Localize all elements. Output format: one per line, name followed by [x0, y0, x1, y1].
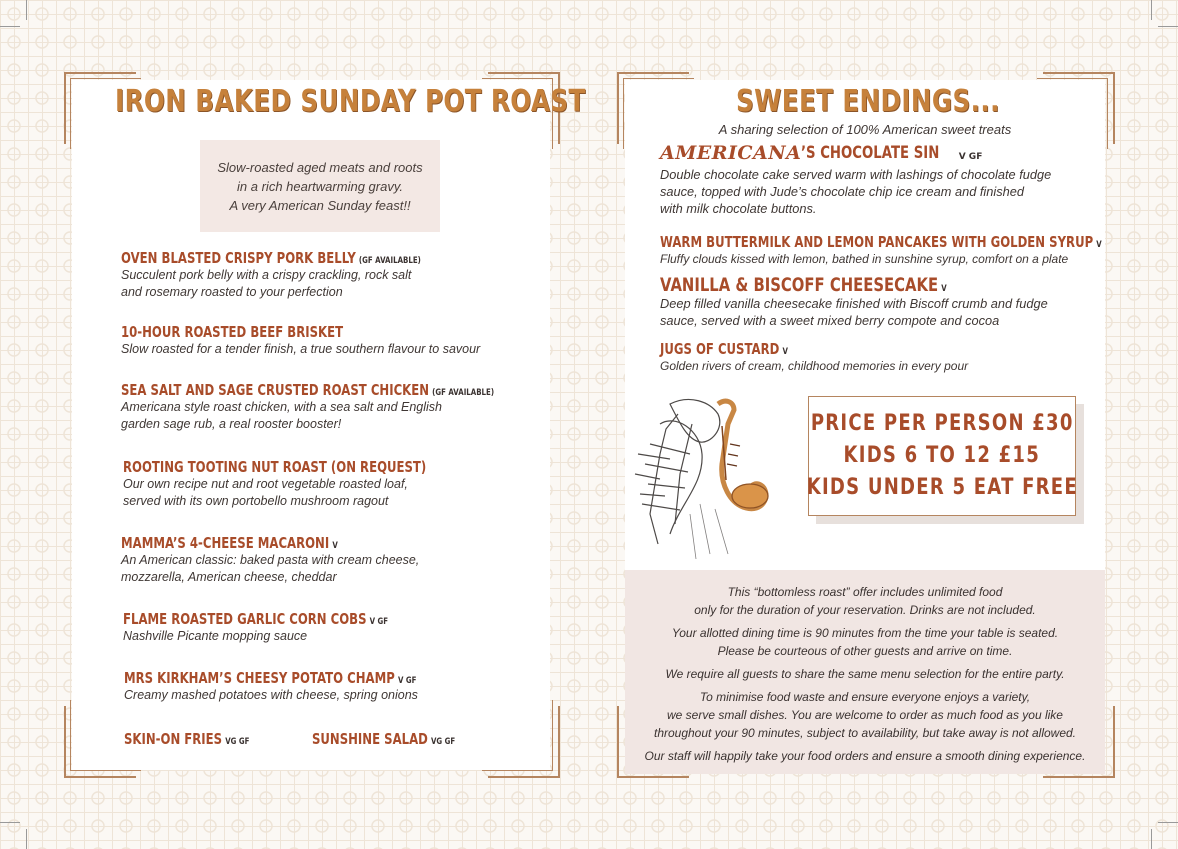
dietary-tag: (GF AVAILABLE) — [358, 256, 421, 266]
item-name: SUNSHINE SALAD VG GF — [312, 730, 456, 748]
dietary-tag: V — [1096, 240, 1102, 250]
item-description: Americana style roast chicken, with a sea salt and English garden sage rub, a real rooster booster! — [121, 400, 442, 431]
item-name: ROOTING TOOTING NUT ROAST (ON REQUEST) — [123, 458, 427, 476]
menu-item — [660, 340, 968, 375]
terms-paragraph: This “bottomless roast” offer includes unlimited food only for the duration of your reservation. Drinks are not included. — [694, 585, 1036, 617]
menu-item — [123, 610, 463, 645]
saxophone-illustration — [630, 384, 780, 564]
item-description: Creamy mashed potatoes with cheese, spring onions — [124, 688, 418, 702]
menu-item — [123, 458, 512, 510]
intro-line: Slow-roasted aged meats and roots — [217, 159, 423, 175]
trim-mark — [1158, 822, 1178, 823]
terms-paragraph: We require all guests to share the same menu selection for the entire party. — [665, 667, 1065, 681]
item-name: 10-HOUR ROASTED BEEF BRISKET — [121, 323, 344, 341]
menu-item — [124, 669, 499, 704]
menu-item — [121, 534, 419, 586]
price-kids: KIDS 6 TO 12 £15 — [843, 443, 1041, 468]
intro-box — [200, 140, 440, 232]
item-name: AMERICANA’S CHOCOLATE SIN V GF — [660, 142, 983, 164]
right-title: SWEET ENDINGS... — [736, 84, 1000, 119]
intro-line: in a rich heartwarming gravy. — [237, 178, 403, 194]
trim-mark — [1151, 829, 1152, 849]
item-description: Our own recipe nut and root vegetable roasted loaf, served with its own portobello mushroom ragout — [123, 477, 408, 508]
menu-item — [121, 323, 480, 358]
terms-paragraph: Your allotted dining time is 90 minutes from the time your table is seated. Please be courteous of other guests and arrive on time. — [671, 626, 1059, 658]
item-description: An American classic: baked pasta with cream cheese, mozzarella, American cheese, cheddar — [121, 553, 420, 584]
left-title: IRON BAKED SUNDAY POT ROAST — [115, 84, 586, 119]
menu-item — [124, 730, 285, 749]
menu-item — [660, 142, 1051, 217]
item-name: SKIN-ON FRIES VG GF — [124, 730, 250, 748]
dietary-tag: V — [941, 284, 947, 294]
dietary-tag: V GF — [397, 676, 417, 686]
price-per-person: PRICE PER PERSON £30 — [810, 411, 1074, 436]
trim-mark — [26, 829, 27, 849]
americana-logo: AMERICANA — [660, 142, 802, 164]
item-name: OVEN BLASTED CRISPY PORK BELLY (GF AVAILABLE) — [121, 249, 421, 267]
trim-mark — [1158, 26, 1178, 27]
item-name: VANILLA & BISCOFF CHEESECAKE V — [660, 274, 947, 296]
dietary-tag: V GF — [958, 152, 983, 162]
dietary-tag: V GF — [369, 617, 389, 627]
dietary-tag: V — [782, 347, 788, 357]
item-name: WARM BUTTERMILK AND LEMON PANCAKES WITH GOLDEN SYRUP V — [660, 233, 1102, 251]
dietary-tag: (GF AVAILABLE) — [432, 388, 495, 398]
dietary-tag: V — [332, 541, 338, 551]
item-name: MRS KIRKHAM’S CHEESY POTATO CHAMP V GF — [124, 669, 417, 687]
intro-line: A very American Sunday feast!! — [229, 197, 411, 213]
trim-mark — [26, 0, 27, 20]
price-under-5: KIDS UNDER 5 EAT FREE — [806, 475, 1078, 500]
terms-box — [625, 570, 1105, 774]
trim-mark — [0, 822, 20, 823]
dietary-tag: VG GF — [225, 737, 250, 747]
menu-item — [660, 233, 1178, 268]
item-description: Succulent pork belly with a crispy crackling, rock salt and rosemary roasted to your perfection — [121, 268, 412, 299]
item-name: SEA SALT AND SAGE CRUSTED ROAST CHICKEN (GF AVAILABLE) — [121, 381, 495, 399]
item-description: Deep filled vanilla cheesecake finished with Biscoff crumb and fudge sauce, served with a sweet mixed berry compote and cocoa — [660, 296, 1048, 328]
menu-item — [660, 274, 1048, 329]
item-name: FLAME ROASTED GARLIC CORN COBS V GF — [123, 610, 389, 628]
price-box — [808, 396, 1076, 516]
item-description: Double chocolate cake served warm with lashings of chocolate fudge sauce, topped with Jude’s chocolate chip ice cream and finished with milk chocolate buttons. — [660, 167, 1052, 216]
item-name: JUGS OF CUSTARD V — [660, 340, 788, 358]
terms-paragraph: To minimise food waste and ensure everyone enjoys a variety, we serve small dishes. You are welcome to order as much food as you like throughout your 90 minutes, subject to availability, but take away is not allowed. — [653, 690, 1076, 740]
trim-mark — [0, 26, 20, 27]
item-description: Golden rivers of cream, childhood memories in every pour — [660, 359, 969, 373]
trim-mark — [1151, 0, 1152, 20]
item-description: Fluffy clouds kissed with lemon, bathed in sunshine syrup, comfort on a plate — [660, 252, 1069, 266]
terms-paragraph: Our staff will happily take your food orders and ensure a smooth dining experience. — [644, 749, 1086, 763]
item-name: MAMMA’S 4-CHEESE MACARONI V — [121, 534, 338, 552]
item-description: Nashville Picante mopping sauce — [123, 629, 308, 643]
menu-item — [312, 730, 496, 749]
menu-item — [121, 381, 599, 433]
dietary-tag: VG GF — [430, 737, 456, 747]
right-subtitle: A sharing selection of 100% American sweet treats — [718, 122, 1012, 137]
item-description: Slow roasted for a tender finish, a true southern flavour to savour — [121, 342, 481, 356]
menu-item — [121, 249, 505, 301]
